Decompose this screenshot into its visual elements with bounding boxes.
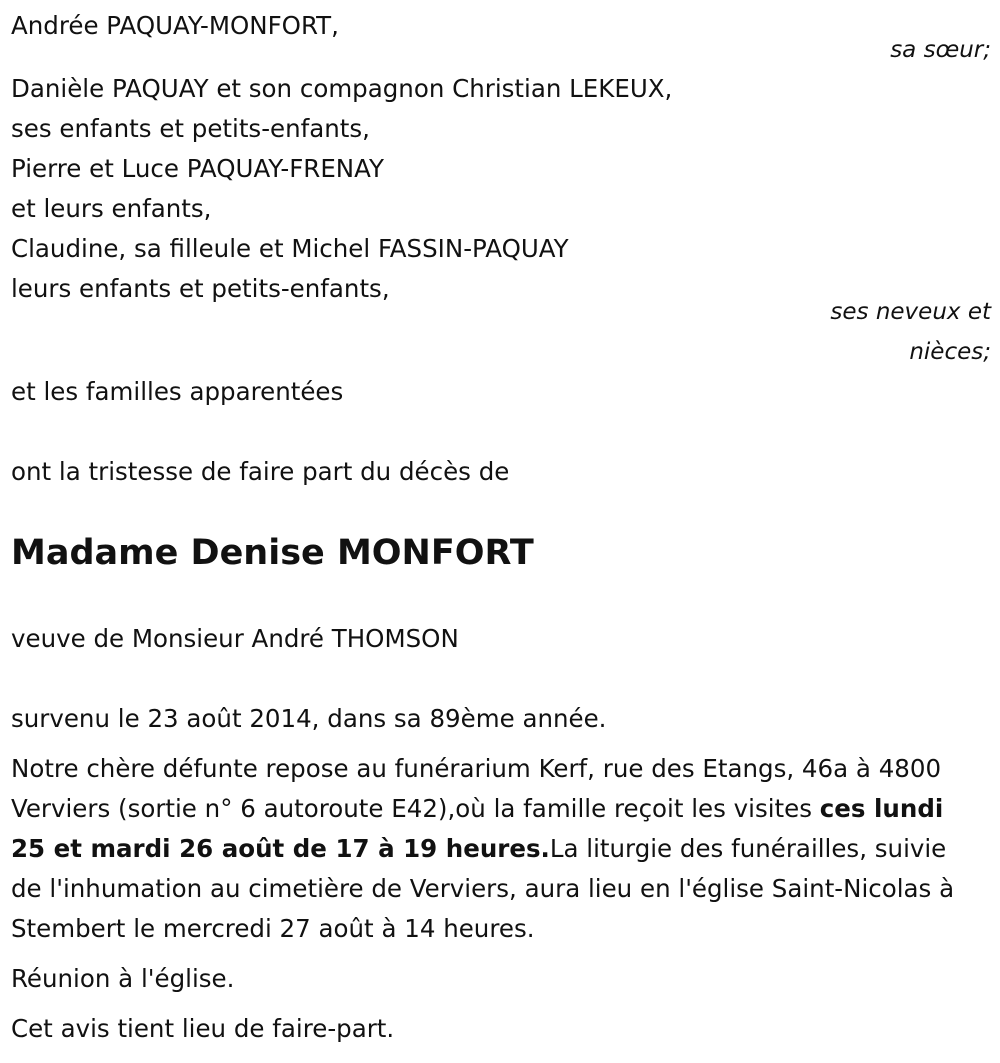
sister-role: sa sœur; bbox=[890, 37, 991, 63]
visits-bold: ces lundi 25 et mardi 26 août de 17 à 19 heures. bbox=[11, 794, 944, 863]
announcement: ont la tristesse de faire part du décès de bbox=[11, 457, 510, 486]
deceased-name: Madame Denise MONFORT bbox=[11, 533, 534, 573]
nephew-line-2: ses enfants et petits-enfants, bbox=[11, 114, 370, 143]
reunion: Réunion à l'église. bbox=[11, 964, 235, 993]
details-paragraph bbox=[11, 749, 971, 949]
date-line: survenu le 23 août 2014, dans sa 89ème année. bbox=[11, 704, 607, 733]
related-families: et les familles apparentées bbox=[11, 377, 344, 406]
liturgy-text: La liturgie des funérailles, suivie de l'inhumation au cimetière de Verviers, aura lieu en l'église Saint-Nicolas à Stembert le mercredi 27 août à 14 heures. bbox=[11, 834, 955, 943]
nephew-line-6: leurs enfants et petits-enfants, bbox=[11, 274, 390, 303]
nephew-line-1: Danièle PAQUAY et son compagnon Christian LEKEUX, bbox=[11, 74, 673, 103]
notice: Cet avis tient lieu de faire-part. bbox=[11, 1014, 395, 1043]
obituary-notice bbox=[11, 0, 991, 1063]
rest-text: Notre chère défunte repose au funérarium Kerf, rue des Etangs, 46a à 4800 Verviers (sortie n° 6 autoroute E42),où la famille reçoit les visites bbox=[11, 754, 942, 823]
widow-of: veuve de Monsieur André THOMSON bbox=[11, 624, 459, 653]
sister-name: Andrée PAQUAY-MONFORT, bbox=[11, 11, 339, 40]
nephew-line-4: et leurs enfants, bbox=[11, 194, 212, 223]
nephews-role-1: ses neveux et bbox=[830, 299, 991, 325]
nephew-line-3: Pierre et Luce PAQUAY-FRENAY bbox=[11, 154, 384, 183]
nephews-role-2: nièces; bbox=[909, 339, 991, 365]
nephew-line-5: Claudine, sa filleule et Michel FASSIN-PAQUAY bbox=[11, 234, 569, 263]
